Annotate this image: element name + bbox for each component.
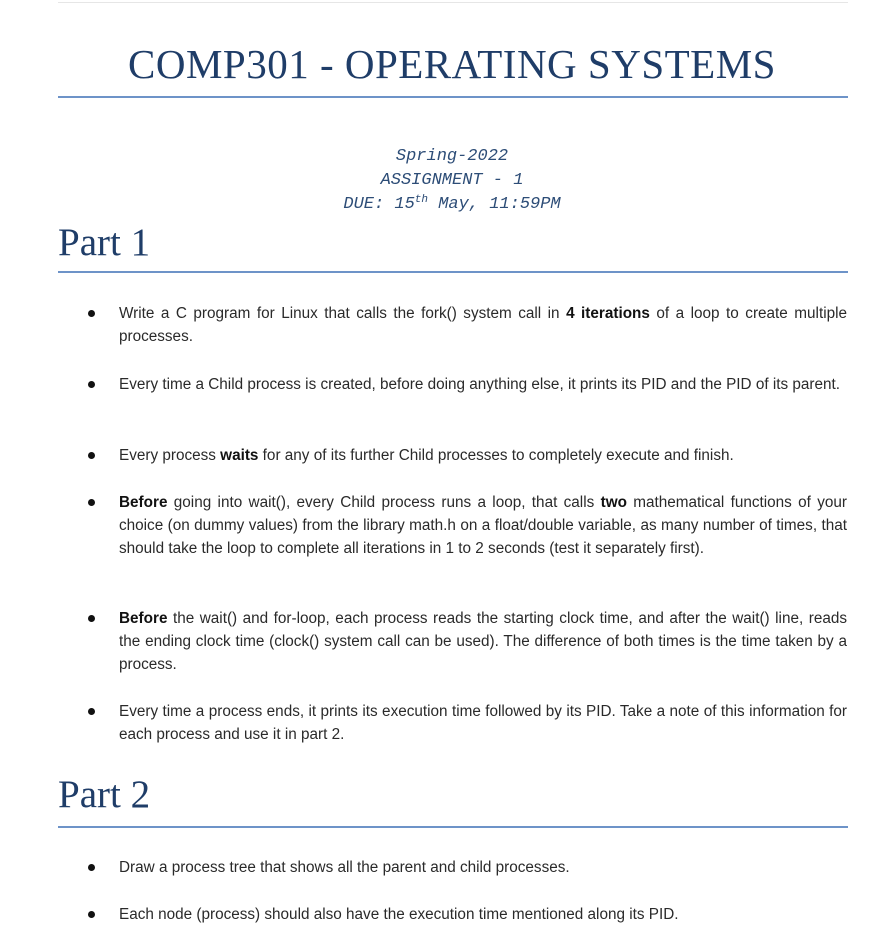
part-1-heading: Part 1 [58,221,151,264]
page-title: COMP301 - OPERATING SYSTEMS [128,41,776,87]
bullet-icon [88,708,95,715]
bold-text-run: two [600,494,627,511]
due-line [0,193,869,217]
term-line: Spring-2022 [395,147,509,166]
list-item-text [119,607,847,676]
text-run: Every time a Child process is created, before doing anything else, it prints its PID and the PID of its parent. [119,376,841,393]
text-run: the wait() and for-loop, each process reads the starting clock time, and after the wait() line, reads the ending clock time (clock() system call can be used). The difference of both times is the time taken by a process. [119,610,847,673]
list-item-text [119,491,847,560]
top-divider [58,2,848,3]
due-prefix: DUE: 15 [343,195,415,214]
bold-text-run: waits [220,447,259,464]
assignment-line: ASSIGNMENT - 1 [380,171,524,190]
list-item-text [119,444,847,467]
text-run: Each node (process) should also have the execution time mentioned along its PID. [119,906,679,923]
list-item-text [119,903,847,926]
due-superscript: th [414,194,428,206]
bullet-icon [88,452,95,459]
bold-text-run: Before [119,610,168,627]
part-2-divider [58,826,848,828]
list-item-text [119,856,847,879]
text-run: of a loop to create multiple processes. [119,305,848,345]
bullet-icon [88,310,95,317]
list-item-text [119,700,847,746]
bullet-icon [88,615,95,622]
bullet-icon [88,381,95,388]
text-run: Every process [119,447,221,464]
text-run: Write a C program for Linux that calls the fork() system call in [119,305,567,322]
list-item-text [119,302,847,348]
bullet-icon [88,864,95,871]
due-suffix: May, 11:59PM [428,195,561,214]
bullet-icon [88,499,95,506]
title-divider [58,96,848,98]
part-2-heading: Part 2 [58,773,151,816]
text-run: Every time a process ends, it prints its execution time followed by its PID. Take a note of this information for each process and use it in part 2. [119,703,847,743]
text-run: going into wait(), every Child process runs a loop, that calls [167,494,601,511]
text-run: Draw a process tree that shows all the parent and child processes. [119,859,570,876]
bold-text-run: Before [119,494,168,511]
list-item-text [119,373,847,396]
bullet-icon [88,911,95,918]
text-run: mathematical functions of your choice (on dummy values) from the library math.h on a float/double variable, as many number of times, that should take the loop to complete all iterations in 1 to 2 seconds (test it separately first). [119,494,847,557]
text-run: for any of its further Child processes to completely execute and finish. [258,447,734,464]
part-1-divider [58,271,848,273]
bold-text-run: 4 iterations [566,305,650,322]
